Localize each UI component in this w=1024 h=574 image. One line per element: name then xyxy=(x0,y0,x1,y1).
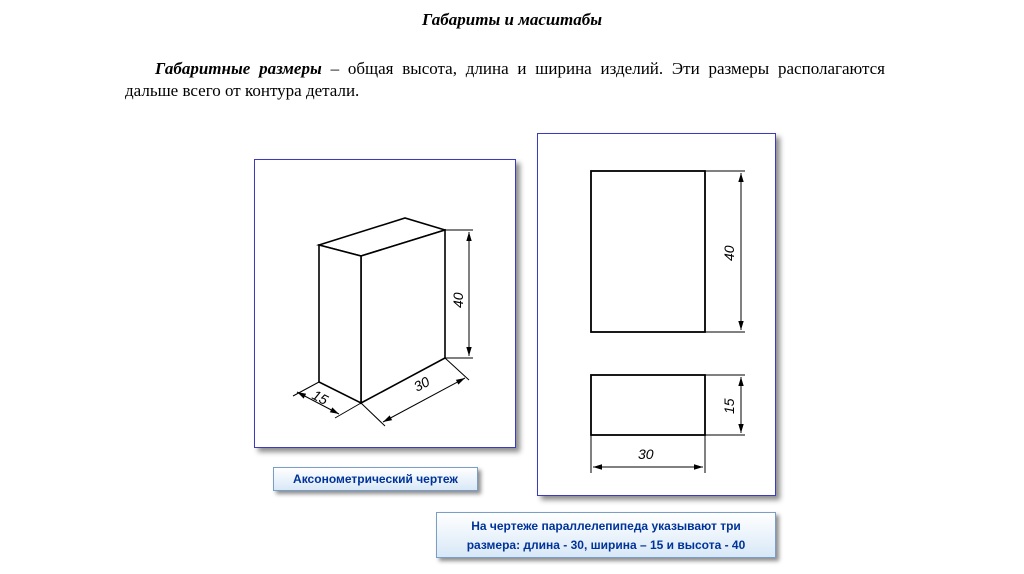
top-view-rect xyxy=(591,375,705,435)
axonometric-drawing xyxy=(255,160,515,447)
note-line-1: На чертеже параллелепипеда указывают три xyxy=(471,519,741,533)
box-side-face xyxy=(319,245,361,403)
dimensions-note xyxy=(436,512,776,558)
dim-label-width: 15 xyxy=(309,386,331,408)
axonometric-caption: Аксонометрический чертеж xyxy=(273,467,478,491)
definition-text: – общая высота, длина и ширина изделий. Эти размеры располагаются дальше всего от контура детали. xyxy=(125,59,885,100)
top-dim-label-length: 30 xyxy=(638,446,654,462)
top-dim-label-height: 15 xyxy=(721,398,737,414)
front-dim-label-height: 40 xyxy=(721,245,737,261)
axonometric-drawing-panel xyxy=(254,159,516,448)
note-line-2: размера: длина - 30, ширина – 15 и высота - 40 xyxy=(466,538,746,552)
term-bold: Габаритные размеры xyxy=(155,59,322,78)
dim-label-length: 30 xyxy=(410,373,433,395)
orthographic-drawing xyxy=(538,134,775,495)
definition-paragraph xyxy=(125,58,885,102)
orthographic-drawing-panel xyxy=(537,133,776,496)
front-view-rect xyxy=(591,171,705,332)
box-front-face xyxy=(361,230,445,403)
slide-title: Габариты и масштабы xyxy=(421,10,603,29)
dim-label-height: 40 xyxy=(450,292,466,308)
